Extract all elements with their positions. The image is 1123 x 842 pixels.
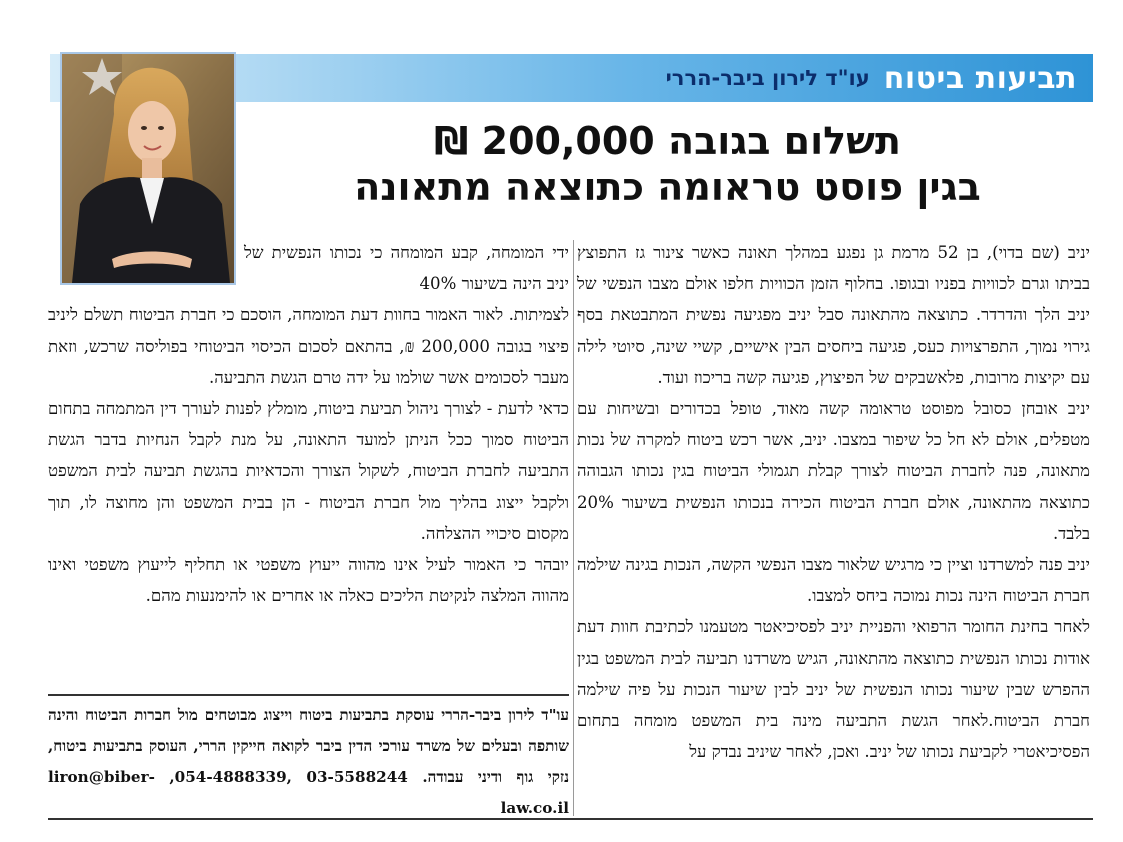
article-paragraph: לצמיתות. לאור האמור בחוות דעת המומחה, הוסכם כי חברת הביטוח תשלם ליניב פיצוי בגובה 200,000 ₪, בהתאם לסכום הכיסוי הביטוחי בפוליסה שרכש, וזאת מעבר לסכומים אשר שולמו על ידה טרם הגשת התביעה. [48, 305, 569, 387]
bio-email[interactable]: liron@biber-law.co.il [48, 768, 569, 817]
article-column-right [577, 237, 1090, 767]
article-paragraph: יניב אובחן כסובל מפוסט טראומה קשה מאוד, טופל בכדורים ובשיחות עם מטפלים, אולם לא חל כל שיפור במצבו. יניב, אשר רכש ביטוח למקרה של נכות מתאונה, פנה לחברת הביטוח לצורך קבלת תגמולי הביטוח בגין נכותו הגבוהה כתוצאה מהתאונה, אולם חברת הביטוח הכירה בנכותו הנפשית בשיעור 20% בלבד. [577, 399, 1090, 543]
bio-text: עו"ד לירון ביבר-הררי עוסקת בתביעות ביטוח וייצוג מבוטחים מול חברות הביטוח והינה שותפה ובעלים של משרד עורכי הדין ביבר לקואה חייקין הררי, העוסק בתביעות ביטוח, נזקי גוף ודיני עבודה. [48, 706, 570, 786]
article-paragraph: יובהר כי האמור לעיל אינו מהווה ייעוץ משפטי או תחליף לייעוץ משפטי ואינו מהווה המלצה לנקיטת הליכים כאלה או אחרים או להימנעות מהם. [48, 555, 569, 606]
headline-line-2: בגין פוסט טראומה כתוצאה מתאונה [354, 165, 981, 209]
article-paragraph: ידי המומחה, קבע המומחה כי נכותו הנפשית של יניב הינה בשיעור 40% [244, 243, 569, 294]
bio-divider [48, 694, 569, 696]
headline-line-1: תשלום בגובה 200,000 ₪ [434, 119, 901, 163]
article-paragraph: כדאי לדעת - לצורך ניהול תביעת ביטוח, מומלץ לפנות לעורך דין המתמחה בתחום הביטוח סמוך ככל הניתן למועד התאונה, על מנת לקבל הנחיות בדבר הגשת התביעה לחברת הביטוח, לשקול הצורך והכדאיות בהגשת תביעה לבית המשפט ולקבל ייצוג בהליך מול חברת הביטוח - הן בבית המשפט והן מחוצה לו, תוך מקסום סיכויי ההצלחה. [48, 399, 569, 543]
article-paragraph: יניב פנה למשרדנו וציין כי מרגיש שלאור מצבו הנפשי הקשה, הנכות בגינה שילמה חברת הביטוח הינה נכות נמוכה ביחס למצבו. [577, 555, 1090, 606]
banner-content [666, 54, 1077, 102]
bio-phones: 03-5588244 ,054-4888339, [169, 768, 408, 786]
article-column-left [48, 237, 569, 611]
section-title: תביעות ביטוח [883, 60, 1077, 96]
author-name: עו"ד לירון ביבר-הררי [665, 66, 870, 90]
author-bio [48, 700, 569, 824]
headline [245, 118, 1090, 210]
article-paragraph: לאחר בחינת החומר הרפואי והפניית יניב לפסיכיאטר מטעמנו לכתיבת חוות דעת אודות נכותו הנפשית כתוצאה מהתאונה, הגיש משרדנו תביעה לבית המשפט בגין ההפרש שבין שיעור נכותו הנפשית של יניב לבין שיעור הנכות על פיה שילמה חברת הביטוח.לאחר הגשת התביעה מינה בית המשפט מומחה בתחום הפסיכיאטרי לקביעת נכותו של יניב. ואכן, לאחר שיניב נבדק על [577, 617, 1090, 762]
bottom-rule [48, 818, 1093, 820]
column-divider [573, 240, 574, 816]
article-paragraph: יניב (שם בדוי), בן 52 מרמת גן נפגע במהלך תאונה כאשר צינור גז התפוצץ בביתו וגרם לכוויות בפניו ובגופו. בחלוף הזמן הכוויות חלפו אולם מצבו הנפשי של יניב הלך והדרדר. כתוצאה מהתאונה סבל יניב מפגיעה נפשית המתבטאת בסף גירוי נמוך, התפרצויות כעס, פגיעה ביחסים הבין אישיים, קשיי שינה, סיוטי לילה עם יקיצות מרובות, פלאשבקים של הפיצוץ, פגיעה קשה בריכוז ועוד. [577, 243, 1090, 387]
